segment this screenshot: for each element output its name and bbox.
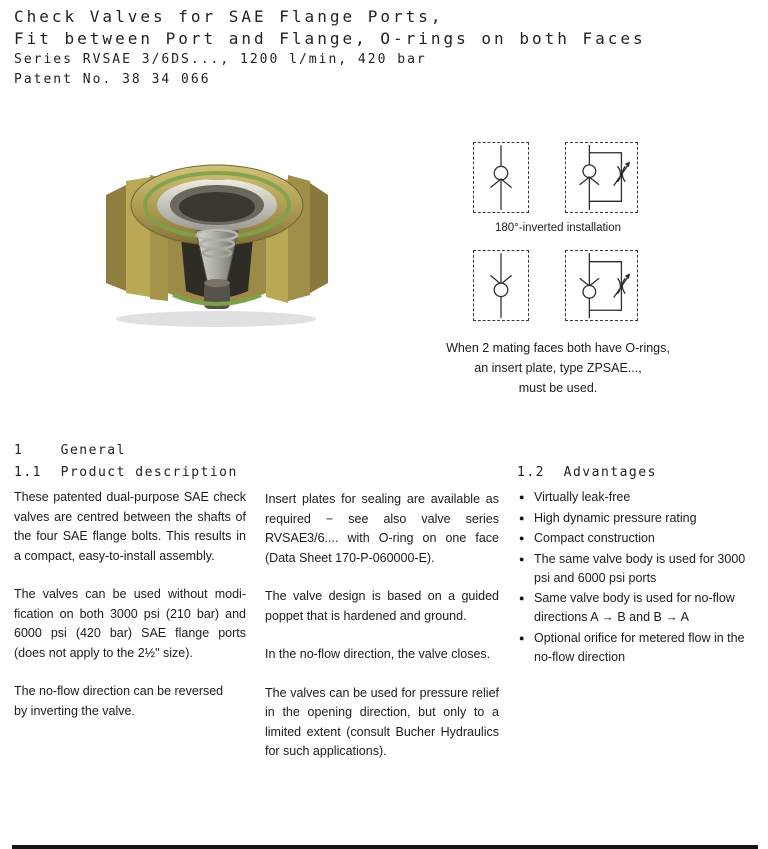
advantage-item: ● Optional orifice for metered flow in the no-flow direction [517,629,755,667]
insert-plate-note-line-1: When 2 mating faces both have O-rings, [446,341,670,355]
insert-plate-note-line-2: an insert plate, type ZPSAE..., [474,361,642,375]
series-subtitle: Series RVSAE 3/6DS..., 1200 l/min, 420 bar [14,52,427,67]
check-valve-symbol [473,142,529,213]
patent-subtitle: Patent No. 38 34 066 [14,72,211,87]
advantages-list [517,488,755,668]
inverted-installation-caption: 180°-inverted installation [494,222,622,234]
page-title-line-1: Check Valves for SAE Flange Ports, [14,7,444,26]
product-description-paragraph-3-line-2: by inverting the valve. [14,703,135,718]
heading-advantages: 1.2 Advantages [517,465,657,480]
page-title-line-2: Fit between Port and Flange, O-rings on both Faces [14,29,646,48]
heading-product-description: 1.1 Product description [14,465,238,480]
product-description-paragraph-1: These patented dual-purpose SAE check valves are centred between the shafts of the four SAE flange bolts. This results in a compact, easy-to-install assembly. [14,490,246,563]
advantage-item: ● Compact construction [517,529,755,548]
heading-general: 1 General [14,443,126,458]
middle-text-column [265,490,499,781]
header [14,6,646,90]
advantage-item: ● The same valve body is used for 3000 psi and 6000 psi ports [517,550,755,588]
page-bottom-rule [12,845,758,849]
middle-paragraph-3: In the no-flow direction, the valve closes. [265,647,491,661]
check-valve-orifice-symbol-inverted [565,250,638,321]
middle-paragraph-1: Insert plates for sealing are available as required − see also valve series RVSAE3/6.... with O-ring on one face (Data Sheet 170-P-060000-E). [265,492,499,565]
advantage-item: ● Virtually leak-free [517,488,755,507]
product-description-paragraph-3-line-1: The no-flow direction can be reversed [14,684,224,698]
product-description-paragraph-2: The valves can be used without modi-fication on both 3000 psi (210 bar) and 6000 psi (420 bar) SAE flange ports (does not apply to the 2½" size). [14,587,246,660]
middle-paragraph-4: The valves can be used for pressure relief in the opening direction, but only to a limited extent (consult Bucher Hydraulics for such applications). [265,685,499,758]
middle-paragraph-2: The valve design is based on a guided poppet that is hardened and ground. [265,589,499,623]
advantage-item: ● Same valve body is used for no-flow directions A → B and B → A [517,589,755,627]
product-description-column [14,488,246,740]
product-photo [98,143,336,331]
advantage-item: ● High dynamic pressure rating [517,509,755,528]
insert-plate-note [424,338,692,398]
check-valve-orifice-symbol [565,142,638,213]
product-description-paragraph-3 [14,682,246,721]
insert-plate-note-line-3: must be used. [518,381,598,395]
check-valve-symbol-inverted [473,250,529,321]
